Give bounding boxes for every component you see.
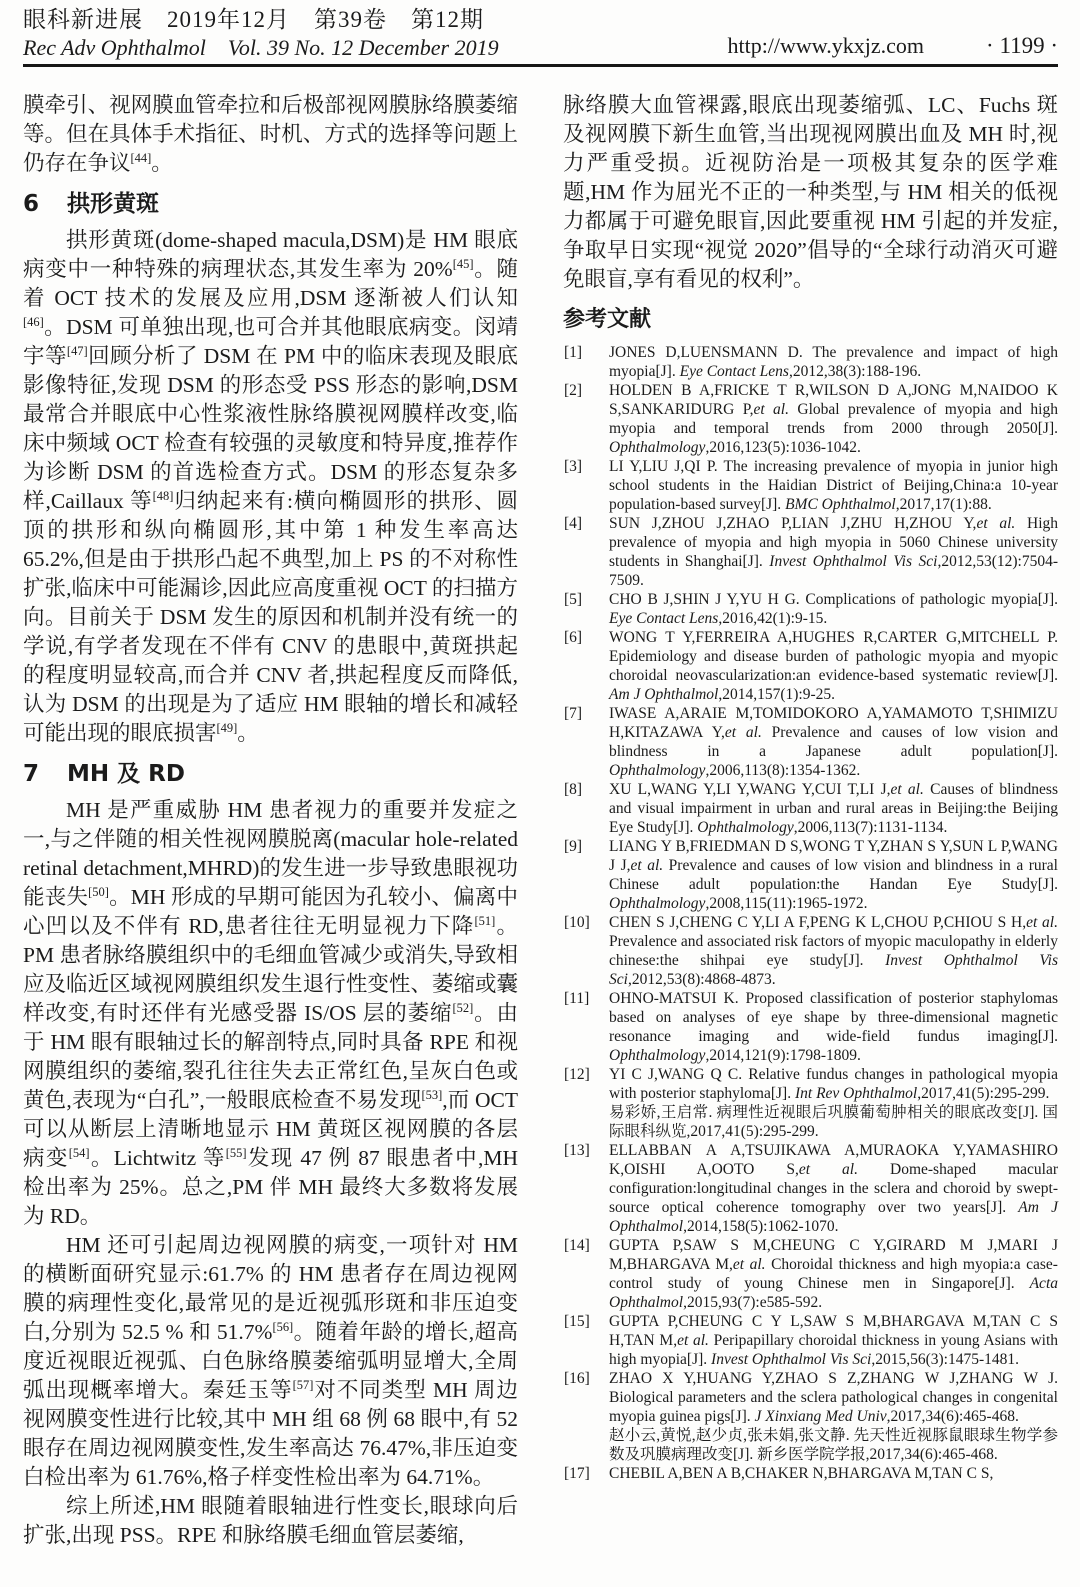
section-6-heading [23, 190, 518, 218]
section-6-paragraph: 拱形黄斑(dome-shaped macula,DSM)是 HM 眼底病变中一种特殊的病理状态,其发生率为 20%[45]。随着 OCT 技术的发展及应用,DSM 逐渐被人们认知[46]。DSM 可单独出现,也可合并其他眼底病变。闵靖宇等[47]回顾分析了 DSM 在 PM 中的临床表现及眼底影像特征,发现 DSM 的形态受 PSS 形态的影响,DSM 最常合并眼底中心性浆液性脉络膜视网膜样改变,临床中频域 OCT 检查有较强的灵敏度和特异度,推荐作为诊断 DSM 的首选检查方式。DSM 的形态复杂多样,Caillaux 等[48]归纳起来有:横向椭圆形的拱形、圆顶的拱形和纵向椭圆形,其中第 1 种发生率高达 65.2%,但是由于拱形凸起不典型,加上 PS 的不对称性扩张,临床中可能漏诊,因此应高度重视 OCT 的扫描方向。目前关于 DSM 发生的原因和机制并没有统一的学说,有学者发现在不伴有 CNV 的患眼中,黄斑拱起的程度明显较高,而合并 CNV 者,拱起程度反而降低,认为 DSM 的出现是为了适应 HM 眼轴的增长和减轻可能出现的眼底损害[49]。 [23, 228, 518, 745]
reference-number: [12] [564, 1066, 590, 1083]
reference-item [563, 780, 1058, 837]
header-rule [23, 64, 1058, 67]
reference-text: GUPTA P,SAW S M,CHEUNG C Y,GIRARD M J,MARI J M,BHARGAVA M,et al. Choroidal thickness and high myopia:a case-control study of young Chinese men in Singapore[J]. Acta Ophthalmol,2015,93(7):e585-592. [609, 1237, 1058, 1311]
reference-text: WONG T Y,FERREIRA A,HUGHES R,CARTER G,MITCHELL P. Epidemiology and disease burden of pathologic myopia and myopic choroidal neovascularization:an evidence-based systematic review[J]. Am J Ophthalmol,2014,157(1):9-25. [609, 629, 1058, 703]
reference-item [563, 913, 1058, 989]
reference-text: HOLDEN B A,FRICKE T R,WILSON D A,JONG M,NAIDOO K S,SANKARIDURG P,et al. Global prevalence of myopia and high myopia and temporal trends from 2000 through 2050[J]. Ophthalmology,2016,123(5):1036-1042. [609, 382, 1058, 456]
reference-number: [8] [564, 781, 583, 798]
reference-number: [9] [564, 838, 583, 855]
header-right [727, 33, 1058, 61]
reference-number: [5] [564, 591, 583, 608]
references-heading: 参考文献 [563, 307, 652, 332]
reference-text: LIANG Y B,FRIEDMAN D S,WONG T Y,ZHAN S Y,SUN L P,WANG J J,et al. Prevalence and causes of low vision and blindness in a rural Chinese adult population:the Handan Eye Study[J]. Ophthalmology,2008,115(11):1965-1972. [609, 838, 1058, 912]
reference-item [563, 1141, 1058, 1236]
reference-text: JONES D,LUENSMANN D. The prevalence and impact of high myopia[J]. Eye Contact Lens,2012,38(3):188-196. [609, 344, 1058, 380]
reference-item [563, 989, 1058, 1065]
reference-number: [1] [564, 344, 583, 361]
reference-text: CHO B J,SHIN J Y,YU H G. Complications of pathologic myopia[J]. Eye Contact Lens,2016,42(1):9-15. [609, 591, 1058, 627]
left-column [23, 91, 518, 1550]
section-7-paragraph-1: MH 是严重威胁 HM 患者视力的重要并发症之一,与之伴随的相关性视网膜脱离(macular hole-related retinal detachment,MHRD)的发生进一步导致患眼视功能丧失[50]。MH 形成的早期可能因为孔较小、偏离中心凹以及不伴有 RD,患者往往无明显视力下降[51]。PM 患者脉络膜组织中的毛细血管减少或消失,导致相应及临近区域视网膜组织发生退行性变性、萎缩或囊样改变,有时还伴有光感受器 IS/OS 层的萎缩[52]。由于 HM 眼有眼轴过长的解剖特点,同时具备 RPE 和视网膜组织的萎缩,裂孔往往失去正常红色,呈灰白色或黄色,表现为“白孔”,一般眼底检查不易发现[53],而 OCT 可以从断层上清晰地显示 HM 黄斑区视网膜的各层病变[54]。Lichtwitz 等[55]发现 47 例 87 眼患者中,MH 检出率为 25%。总之,PM 伴 MH 最终大多数将发展为 RD。 [23, 798, 518, 1228]
reference-text: GUPTA P,CHEUNG C Y L,SAW S M,BHARGAVA M,TAN C S H,TAN M,et al. Peripapillary choroidal thickness in young Asians with high myopia[J]. Invest Ophthalmol Vis Sci,2015,56(3):1475-1481. [609, 1313, 1059, 1368]
section-7-paragraph-3: 综上所述,HM 眼随着眼轴进行性变长,眼球向后扩张,出现 PSS。RPE 和脉络膜毛细血管层萎缩, [23, 1494, 518, 1547]
reference-item [563, 1065, 1058, 1103]
reference-number: [10] [564, 914, 590, 931]
journal-masthead [23, 6, 499, 61]
paragraph-continued-from-previous-page: 膜牵引、视网膜血管牵拉和后极部视网膜脉络膜萎缩等。但在具体手术指征、时机、方式的选择等问题上仍存在争议[44]。 [23, 93, 518, 175]
section-title: 拱形黄斑 [67, 191, 159, 217]
journal-title-en: Rec Adv Ophthalmol Vol. 39 No. 12 December 2019 [23, 35, 499, 60]
reference-item [563, 837, 1058, 913]
section-title: MH 及 RD [67, 761, 185, 787]
reference-item [563, 1236, 1058, 1312]
reference-item [563, 704, 1058, 780]
reference-text: 赵小云,黄悦,赵少贞,张未娟,张文静. 先天性近视豚鼠眼球生物学参数及巩膜病理改变[J]. 新乡医学院学报,2017,34(6):465-468. [609, 1427, 1058, 1463]
reference-text: IWASE A,ARAIE M,TOMIDOKORO A,YAMAMOTO T,SHIMIZU H,KITAZAWA Y,et al. Prevalence and causes of low vision and blindness in a Japanese adult population[J]. Ophthalmology,2006,113(8):1354-1362. [609, 705, 1058, 779]
reference-item [563, 1312, 1058, 1369]
reference-item [563, 1103, 1058, 1141]
reference-item [563, 343, 1058, 381]
reference-item [563, 457, 1058, 514]
reference-item [563, 628, 1058, 704]
reference-item [563, 514, 1058, 590]
reference-number: [11] [564, 990, 590, 1007]
reference-text: YI C J,WANG Q C. Relative fundus changes in pathological myopia with posterior staphyloma[J]. Int Rev Ophthalmol,2017,41(5):295-299. [609, 1066, 1058, 1102]
reference-text: 易彩娇,王启常. 病理性近视眼后巩膜葡萄肿相关的眼底改变[J]. 国际眼科纵览,2017,41(5):295-299. [609, 1104, 1058, 1140]
section-7-paragraph-2: HM 还可引起周边视网膜的病变,一项针对 HM 的横断面研究显示:61.7% 的 HM 患者存在周边视网膜的病理性变化,最常见的是近视弧形斑和非压迫变白,分别为 52.5 % 和 51.7%[56]。随着年龄的增长,超高度近视眼近视弧、白色脉络膜萎缩弧明显增大,全周弧出现概率增大。秦廷玉等[57]对不同类型 MH 周边视网膜变性进行比较,其中 MH 组 68 例 68 眼中,有 52 眼存在周边视网膜变性,发生率高达 76.47%,非压迫变白检出率为 61.76%,格子样变性检出率为 64.71%。 [23, 1233, 518, 1489]
reference-number: [15] [564, 1313, 590, 1330]
reference-item [563, 1369, 1058, 1426]
reference-number: [3] [564, 458, 583, 475]
reference-number: [2] [564, 382, 583, 399]
section-number: 6 [23, 191, 40, 217]
reference-item [563, 381, 1058, 457]
reference-item [563, 1464, 1058, 1483]
reference-text: SUN J,ZHOU J,ZHAO P,LIAN J,ZHU H,ZHOU Y,et al. High prevalence of myopia and high myopia in 5060 Chinese university students in Shanghai[J]. Invest Ophthalmol Vis Sci,2012,53(12):7504-7509. [609, 515, 1059, 589]
two-column-layout [23, 91, 1058, 1550]
reference-text: LI Y,LIU J,QI P. The increasing prevalence of myopia in junior high school students in the Haidian District of Beijing,China:a 10-year population-based survey[J]. BMC Ophthalmol,2017,17(1):88. [609, 458, 1058, 513]
reference-item [563, 1426, 1058, 1464]
page-header [23, 6, 1058, 61]
reference-number: [16] [564, 1370, 590, 1387]
reference-text: ELLABBAN A A,TSUJIKAWA A,MURAOKA Y,YAMASHIRO K,OISHI A,OOTO S,et al. Dome-shaped macular configuration:longitudinal changes in the sclera and choroid by swept-source optical coherence tomography over two years[J]. Am J Ophthalmol,2014,158(5):1062-1070. [609, 1142, 1058, 1235]
reference-number: [17] [564, 1465, 590, 1482]
reference-text: CHEBIL A,BEN A B,CHAKER N,BHARGAVA M,TAN C S, [609, 1465, 994, 1482]
paragraph-continued-from-left-column: 脉络膜大血管裸露,眼底出现萎缩弧、LC、Fuchs 斑及视网膜下新生血管,当出现视网膜出血及 MH 时,视力严重受损。近视防治是一项极其复杂的医学难题,HM 作为屈光不正的一种类型,与 HM 相关的低视力都属于可避免眼盲,因此要重视 HM 引起的并发症,争取早日实现“视觉 2020”倡导的“全球行动消灭可避免眼盲,享有看见的权利”。 [563, 93, 1058, 291]
journal-url: http://www.ykxjz.com [727, 33, 925, 58]
reference-text: XU L,WANG Y,LI Y,WANG Y,CUI T,LI J,et al. Causes of blindness and visual impairment in urban and rural areas in Beijing:the Beijing Eye Study[J]. Ophthalmology,2006,113(7):1131-1134. [609, 781, 1058, 836]
reference-number: [4] [564, 515, 583, 532]
right-column [563, 91, 1058, 1550]
reference-number: [14] [564, 1237, 590, 1254]
section-7-heading [23, 760, 518, 788]
reference-text: OHNO-MATSUI K. Proposed classification of posterior staphylomas based on analyses of eye shape by three-dimensional magnetic resonance imaging and wide-field fundus imaging[J]. Ophthalmology,2014,121(9):1798-1809. [609, 990, 1058, 1064]
reference-text: ZHAO X Y,HUANG Y,ZHAO S Z,ZHANG W J,ZHANG W J. Biological parameters and the sclera pathological changes in congenital myopia guinea pigs[J]. J Xinxiang Med Univ,2017,34(6):465-468. [609, 1370, 1058, 1425]
journal-title-cn: 眼科新进展 2019年12月 第39卷 第12期 [23, 7, 484, 32]
reference-text: CHEN S J,CHENG C Y,LI A F,PENG K L,CHOU P,CHIOU S H,et al. Prevalence and associated risk factors of myopic maculopathy in elderly chinese:the shihpai eye study[J]. Invest Ophthalmol Vis Sci,2012,53(8):4868-4873. [609, 914, 1058, 988]
reference-number: [6] [564, 629, 583, 646]
reference-list [563, 343, 1058, 1483]
reference-number: [7] [564, 705, 583, 722]
page-number: · 1199 · [986, 33, 1058, 58]
reference-item [563, 590, 1058, 628]
section-number: 7 [23, 761, 40, 787]
reference-number: [13] [564, 1142, 590, 1159]
